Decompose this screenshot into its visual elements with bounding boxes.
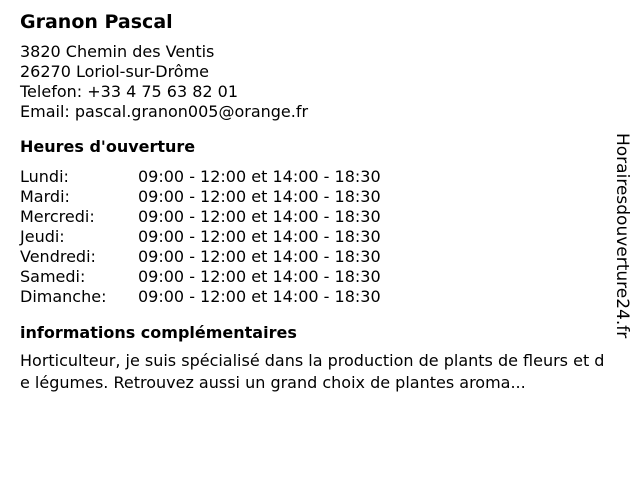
time-range: 09:00 - 12:00 et 14:00 - 18:30 [138,227,381,246]
day-label: Vendredi: [20,247,96,266]
day-label: Mercredi: [20,207,95,226]
hours-row-friday [20,247,610,267]
additional-info-text: Horticulteur, je suis spécialisé dans la production de plants de fleurs et de légumes. Retrouvez aussi un grand choix de plantes aroma... [20,351,605,392]
contact-block [20,42,610,122]
hours-row-saturday [20,267,610,287]
day-label: Mardi: [20,187,70,206]
address-line-2: 26270 Loriol-sur-Drôme [20,62,210,81]
hours-row-thursday [20,227,610,247]
opening-hours-table [20,167,610,307]
day-label: Samedi: [20,267,86,286]
hours-row-sunday [20,287,610,307]
site-watermark: Horairesdouverture24.fr [612,133,632,339]
day-label: Dimanche: [20,287,107,306]
business-card [20,10,610,394]
email-line: Email: pascal.granon005@orange.fr [20,102,309,121]
additional-info-heading: informations complémentaires [20,323,297,342]
hours-row-monday [20,167,610,187]
hours-row-tuesday [20,187,610,207]
time-range: 09:00 - 12:00 et 14:00 - 18:30 [138,247,381,266]
time-range: 09:00 - 12:00 et 14:00 - 18:30 [138,167,381,186]
time-range: 09:00 - 12:00 et 14:00 - 18:30 [138,287,381,306]
time-range: 09:00 - 12:00 et 14:00 - 18:30 [138,187,381,206]
hours-row-wednesday [20,207,610,227]
address-line-1: 3820 Chemin des Ventis [20,42,215,61]
time-range: 09:00 - 12:00 et 14:00 - 18:30 [138,207,381,226]
opening-hours-heading: Heures d'ouverture [20,137,196,156]
day-label: Lundi: [20,167,69,186]
business-name: Granon Pascal [20,11,173,33]
time-range: 09:00 - 12:00 et 14:00 - 18:30 [138,267,381,286]
phone-line: Telefon: +33 4 75 63 82 01 [20,82,239,101]
day-label: Jeudi: [20,227,65,246]
